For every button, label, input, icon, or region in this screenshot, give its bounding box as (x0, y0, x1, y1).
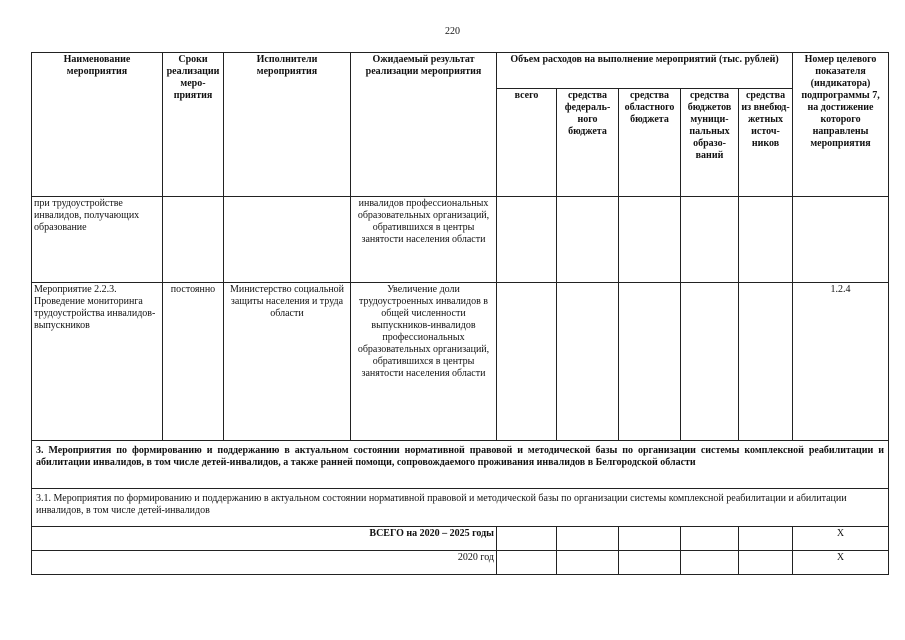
total-offbudget (739, 527, 793, 551)
row-federal (557, 283, 619, 441)
row-indicator (793, 197, 889, 283)
header-indicator: Номер целевого показателя (индикатора) подпрограммы 7, на достижение которого направлены мероприятия (793, 53, 889, 197)
row-terms: постоянно (163, 283, 224, 441)
header-offbudget: средства из внебюд-жетных источ-ников (739, 89, 793, 197)
total-row (32, 551, 889, 575)
total-label: ВСЕГО на 2020 – 2025 годы (32, 527, 497, 551)
header-total: всего (497, 89, 557, 197)
total-federal (557, 551, 619, 575)
row-name: Мероприятие 2.2.3. Проведение мониторинга трудоустройства инвалидов-выпускников (32, 283, 163, 441)
header-name: Наименование мероприятия (32, 53, 163, 197)
row-indicator: 1.2.4 (793, 283, 889, 441)
header-expenses: Объем расходов на выполнение мероприятий (тыс. рублей) (497, 53, 793, 89)
total-indicator: Х (793, 527, 889, 551)
header-regional: средства областного бюджета (619, 89, 681, 197)
header-municipal: средства бюджетов муници-пальных образо-ваний (681, 89, 739, 197)
total-offbudget (739, 551, 793, 575)
total-label: 2020 год (32, 551, 497, 575)
total-federal (557, 527, 619, 551)
row-terms (163, 197, 224, 283)
row-municipal (681, 197, 739, 283)
table-row (32, 283, 889, 441)
section-row (32, 441, 889, 489)
row-offbudget (739, 197, 793, 283)
total-sum (497, 527, 557, 551)
row-municipal (681, 283, 739, 441)
total-regional (619, 527, 681, 551)
row-executors (224, 197, 351, 283)
row-offbudget (739, 283, 793, 441)
header-federal: средства федераль-ного бюджета (557, 89, 619, 197)
total-sum (497, 551, 557, 575)
header-executors: Исполнители мероприятия (224, 53, 351, 197)
row-result: инвалидов профессиональных образовательных организаций, обратившихся в центры занятости населения области (351, 197, 497, 283)
row-executors: Министерство социальной защиты населения и труда области (224, 283, 351, 441)
row-regional (619, 197, 681, 283)
total-regional (619, 551, 681, 575)
row-regional (619, 283, 681, 441)
section-title: 3. Мероприятия по формированию и поддержанию в актуальном состоянии нормативной правовой и методической базы по организации системы комплексной реабилитации и абилитации инвалидов, в том числе детей-инвалидов, а также ранней помощи, сопровождаемого проживания инвалидов в Белгородской области (32, 441, 889, 489)
header-result: Ожидаемый результат реализации мероприятия (351, 53, 497, 197)
table-header-row (32, 53, 889, 89)
row-total (497, 283, 557, 441)
row-federal (557, 197, 619, 283)
row-result: Увеличение доли трудоустроенных инвалидов в общей численности выпускников-инвалидов профессиональных образовательных организаций, обратившихся в центры занятости населения области (351, 283, 497, 441)
total-row (32, 527, 889, 551)
row-name: при трудоустройстве инвалидов, получающих образование (32, 197, 163, 283)
total-municipal (681, 551, 739, 575)
activities-table (31, 52, 889, 575)
subsection-title: 3.1. Мероприятия по формированию и поддержанию в актуальном состоянии нормативной правовой и методической базы по организации системы комплексной реабилитации и абилитации инвалидов, в том числе детей-инвалидов (32, 489, 889, 527)
row-total (497, 197, 557, 283)
page-number: 220 (445, 26, 460, 37)
table-row (32, 197, 889, 283)
total-indicator: Х (793, 551, 889, 575)
total-municipal (681, 527, 739, 551)
header-terms: Сроки реализации меро-приятия (163, 53, 224, 197)
subsection-row (32, 489, 889, 527)
